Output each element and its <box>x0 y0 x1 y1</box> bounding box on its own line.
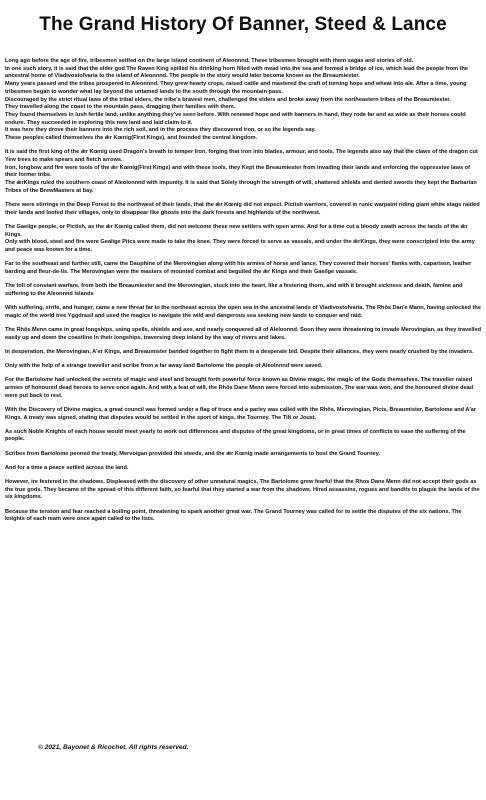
paragraph-line: As such Noble Knights of each house would meet yearly to work out differences and disputes of the great kingdoms, or in great times of conflicts to ease the suffering of the people. <box>5 428 466 443</box>
paragraph-line: Iron, longbow and fire were tools of the ǣr Kœnig(First Kings) and with these tools, they Kept the Breaumiester from invading their lands and enforcing the oppressive laws of their former tribe. <box>5 164 470 179</box>
paragraph-line: The Rhōs Menn came in great longships, using spells, shields and axe, and nearly conquered all of Aleloonnd. Soon they were threatening to invade Merovingian, as they travelled easily up and down the coastline in their longships, traversing deep inland by the way of rivers and lakes. <box>5 326 481 341</box>
paragraph <box>5 377 481 400</box>
copyright-notice: © 2021, Bayonet & Ricochet. All rights reserved. <box>38 744 189 751</box>
paragraph-line: It was here they drove their banners into the rich soil, and in the process they discovered iron, or so the legends say. <box>5 127 316 134</box>
paragraph <box>5 224 481 255</box>
paragraph-line: However, ire festered in the shadows. Displeased with the discovery of other unnatural magics, The Bartolome grew fearful that the Rhos Dane Menn did not accept their gods as the true gods. They became of the spread of this different faith, so fearful that they started a war from the shadows. Hired assassins, rogues and bandits to plague the lands of the six kingdoms. <box>5 479 480 501</box>
paragraph <box>5 407 481 422</box>
paragraph-line: They travelled along the coast to the mountain pass, dragging their families with them. <box>5 104 236 111</box>
paragraph <box>5 149 481 195</box>
paragraph-line: In desperation, the Merovingian, A'er Kings, and Breaumister banded together to fight them in a desperate bid. Despite their alliances, they were nearly crushed by the invaders. <box>5 348 474 355</box>
paragraph <box>5 465 481 473</box>
paragraph-line: With suffering, strife, and hunger, came a new threat far to the northeast across the open sea in the ancestral lands of Vladivostofvaria. The Rhōs Dan'e Mann, having unlocked the magic of the world tree Yggdrasil and used the magics to navigate the wild and dangerous sea seeking new lands to conquer and raid. <box>5 304 481 319</box>
paragraph <box>5 305 481 320</box>
paragraph-line: Long ago before the age of fire, tribesmen settled on the large island continent of Aleonnnd. These tribesmen brought with them sagas and stories of old. <box>5 58 414 64</box>
paragraph <box>5 479 481 502</box>
paragraph <box>5 58 481 143</box>
paragraph-line: Only with the help of a strange traveller and scribe from a far away land Bartolome the people of Aleolnnnd were saved. <box>5 363 323 369</box>
document-title: The Grand History Of Banner, Steed & Lance <box>39 14 447 35</box>
paragraph-line: For the Bartolome had unlocked the secrets of magic and steel and brought forth powerful force known as Divine magic, the magic of the Gods themselves. The traveller raised armies of honoured dead heroes to serve once again. And with a feat of will, the Rhōs Dane Menn were forced into submission. The war was won, and the honoured divine dead were put back to rest. <box>5 377 474 399</box>
paragraph-line: These peoples called themselves the ǣr Kœnig(First Kings), and founded the central kingdom. <box>5 135 258 142</box>
paragraph-line: Discouraged by the strict ritual laws of the tribal elders, the tribe's bravest men, challenged the elders and broke away from the northeastern tribes of the Breaumiester. <box>5 96 451 103</box>
paragraph-line: In one such story, it is said that the elder god The Raven King spilled his drinking horn filled with mead into the sea and formed a bridge of ice, which lead the people from the ancestral home of Vladivostofvaria to the island of Aleonnnd. The people in the story would later become known as the Breaumiester. <box>5 65 468 80</box>
paragraph <box>5 283 481 298</box>
paragraph-line: Only with blood, steel and fire were Gealige Pitcs were made to take the knee. They were forced to serve as vassals, and under the ǣrKings, they were conscripted into the army and peace was known for a time. <box>5 239 475 253</box>
paragraph <box>5 261 481 276</box>
paragraph-line: Many years passed and the tribes prospered in Aleonnnd. They grew hearty crops, raised cattle and mastered the craft of turning hops and wheat into ale. After a time, young tribesmen began to wonder what lay beyond the untamed lands to the south through the mountain pass. <box>5 81 467 95</box>
paragraph-line: And for a time a peace settled across the land. <box>5 464 129 471</box>
paragraph-line: The toll of constant warfare, from both the Breaumiester and the Merovingian, stuck into the heart, like a festering thorn, and with it brought sickness and death, famine and suffering to the Aleonnnd islands <box>5 283 463 297</box>
paragraph-line: Because the tension and fear reached a boiling point, threatening to spark another great war. The Grand Tourney was called for to settle the disputes of the six nations. The knights of each ream were once again called to the lists. <box>5 508 462 523</box>
paragraph <box>5 363 481 371</box>
paragraph <box>5 327 481 342</box>
paragraph <box>5 429 481 444</box>
paragraph-line: They found themselves in lush fertile land, unlike anything they've seen before. With renewed hope and with banners in hand, they rode far and as wide as their horses could endure. They succeeded in exploring this new land and laid claim to it. <box>5 111 466 126</box>
paragraph <box>5 451 481 459</box>
paragraph-line: With the Discovery of Divine magics, a great council was formed under a flag of truce and a parley was called with the Rhōs, Merovingian, Picts, Breaumister, Bartolome and A'ar Kings. A treaty was signed, stating that disputes would be settled in the sport of kings, the Tourney. The Tilt or Joust. <box>5 406 477 421</box>
paragraph <box>5 509 481 524</box>
paragraph-line: The ǣrKings ruled the southern coast of Aleolonnnd with impunity. It is said that Solely through the strength of will, shattered shields and dented swords they kept the Barbarian Tribes of the BrewMasters at bay. <box>5 180 477 194</box>
paragraph-line: Scribes from Bartolome penned the treaty, Mervoigan provided the steeds, and the ǣr Kœnig made arrangements to host the Grand Tourney. <box>5 450 380 457</box>
paragraph-line: There were stirrings in the Deep Forest to the northwest of their lands, that the ǣr Kœnig did not expect. Pictish warriors, covered in runic warpaint riding giant white stags raided their lands and looted their villages, only to disappear like ghosts into the dark forests and highlands of the northwest. <box>5 201 480 216</box>
document-body <box>5 58 481 531</box>
paragraph-line: Far to the southeast and further still, came the Dauphine of the Merovingian along with his armies of horse and lance. They covered their horses' flanks with, caparison, leather barding and fleur-de-lis. The Merovingian were the masters of mounted combat and beguiled the ǣr Kings and their Gaeilge vassals. <box>5 261 472 275</box>
paragraph-line: It is said the first king of the ǣr Kœnig used Dragon's breath to temper Iron, forging that iron into blades, armour, and tools. The legends also say that the claws of the dragon cut Yew trees to make spears and fletch arrows. <box>5 149 478 163</box>
paragraph-line: The Gaeilge people, or Pictish, as the ǣr Kœnig called them, did not welcome these new settlers with open arms. And for a time cut a bloody swath across the lands of the ǣr Kings. <box>5 223 468 238</box>
paragraph <box>5 349 481 357</box>
paragraph <box>5 202 481 217</box>
